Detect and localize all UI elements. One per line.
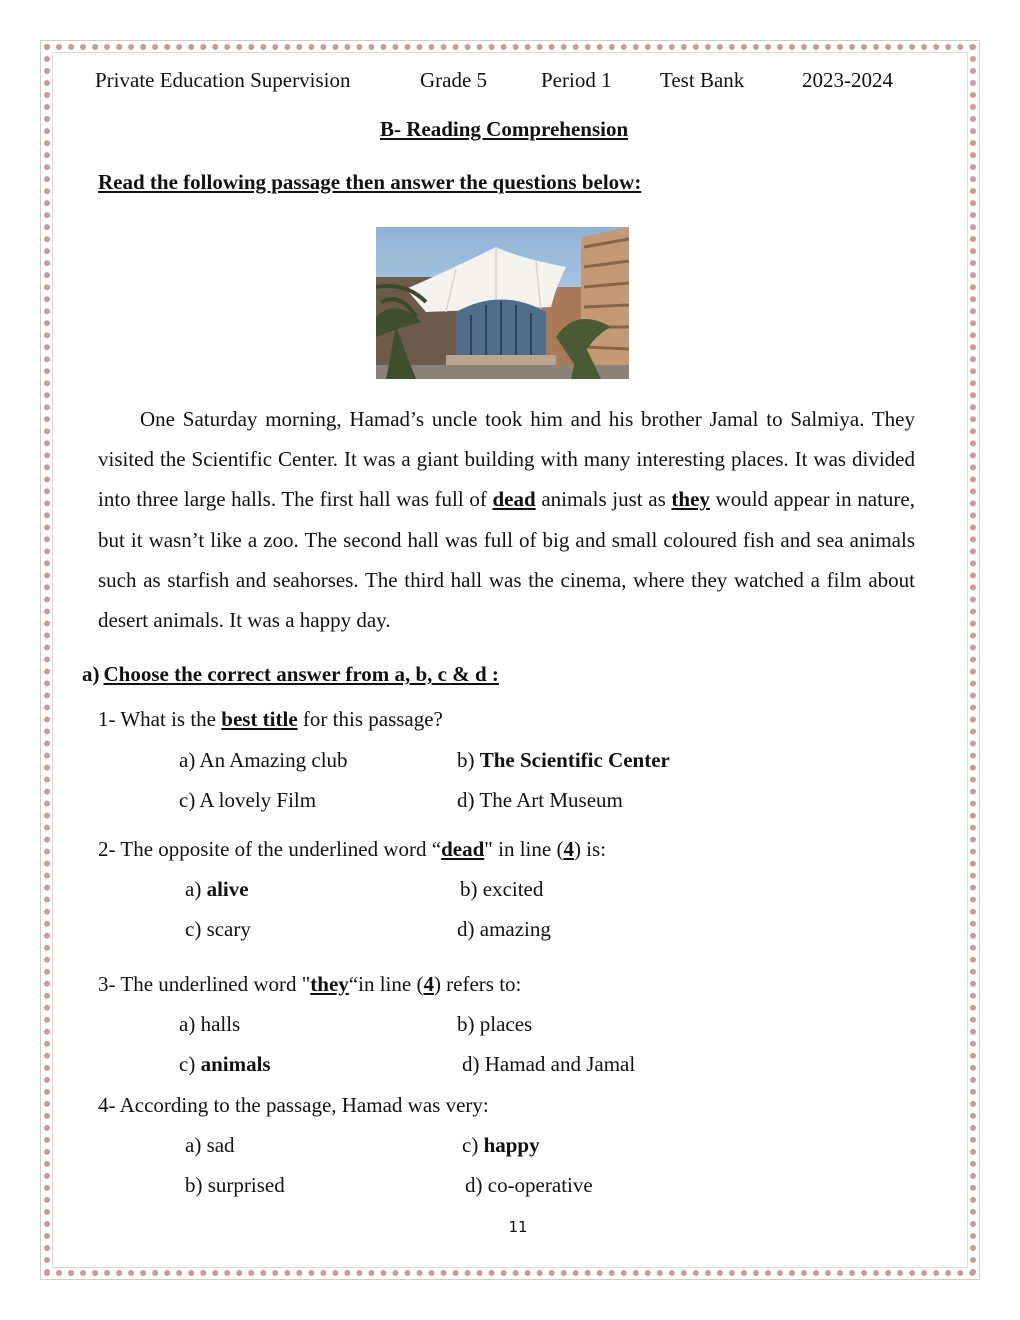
q3-underlined: they [310,972,349,996]
page-number: 11 [508,1218,528,1236]
question-1 [98,707,443,732]
q4-option-d[interactable]: d) co-operative [465,1173,593,1197]
header-period: Period 1 [541,68,612,92]
q3-line-number: 4 [423,972,434,996]
passage-text-3: would appear in nature, but it wasn’t like a zoo. The second hall was full of big and small coloured fish and sea animals such as starfish and seahorses. The third hall was the cinema, where they watched a film about desert animals. It was a happy day. [98,487,915,633]
q3-text-mid: “in line ( [348,972,424,996]
underlined-word-dead: dead [492,487,536,512]
q2-option-b[interactable]: b) excited [460,877,544,901]
instruction: Read the following passage then answer the questions below: [98,170,642,194]
q2-option-a-answer: alive [206,877,249,901]
header-doc: Test Bank [660,68,745,92]
q4-option-c[interactable] [462,1133,540,1158]
q2-text-pre: 2- The opposite of the underlined word “ [98,837,442,861]
q3-option-b[interactable]: b) places [457,1012,533,1036]
q1-text-post: for this passage? [297,707,443,731]
q1-underlined: best title [221,707,298,731]
q3-option-c-answer: animals [200,1052,271,1076]
q2-option-a[interactable] [185,877,249,902]
q2-text-post: ) is: [573,837,607,861]
passage-text-1: One Saturday morning, Hamad’s uncle took him and his brother Jamal to Salmiya. They visited the Scientific Center. It was a giant building with many interesting places. It was divided into three large halls. The first hall was full of [98,407,915,512]
q2-text-mid: " in line ( [484,837,564,861]
q1-option-b-answer: The Scientific Center [479,748,670,772]
reading-passage [98,399,915,640]
q1-option-b[interactable] [457,748,670,773]
q2-line-number: 4 [563,837,574,861]
q1-text-pre: 1- What is the [98,707,222,731]
q3-option-d[interactable]: d) Hamad and Jamal [462,1052,636,1076]
header-org: Private Education Supervision [95,68,351,92]
q4-option-b[interactable]: b) surprised [185,1173,285,1197]
q1-option-b-label: b) [457,748,480,772]
q3-option-c[interactable] [179,1052,271,1077]
q1-option-c[interactable]: c) A lovely Film [179,788,317,812]
underlined-word-they: they [671,487,710,512]
q4-option-c-answer: happy [483,1133,540,1157]
q1-option-d[interactable]: d) The Art Museum [457,788,623,812]
q2-option-d[interactable]: d) amazing [457,917,551,941]
part-a-heading [82,662,499,687]
header-grade: Grade 5 [420,68,488,92]
q2-option-c[interactable]: c) scary [185,917,251,941]
section-title: B- Reading Comprehension [380,117,629,141]
passage-text-2: animals just as [535,487,672,512]
q1-option-a[interactable]: a) An Amazing club [179,748,348,772]
q4-option-c-label: c) [462,1133,484,1157]
q3-text-pre: 3- The underlined word " [98,972,311,996]
q2-option-a-label: a) [185,877,207,901]
part-a-title: Choose the correct answer from a, b, c & d : [103,662,499,686]
question-3 [98,972,521,997]
q3-option-c-label: c) [179,1052,201,1076]
header-year: 2023-2024 [802,68,893,92]
question-4: 4- According to the passage, Hamad was very: [98,1093,489,1117]
question-2 [98,837,606,862]
q3-option-a[interactable]: a) halls [179,1012,241,1036]
q2-underlined: dead [441,837,485,861]
q4-option-a[interactable]: a) sad [185,1133,235,1157]
part-a-label: a) [82,662,100,686]
q3-text-post: ) refers to: [433,972,522,996]
scientific-center-photo [376,227,629,379]
